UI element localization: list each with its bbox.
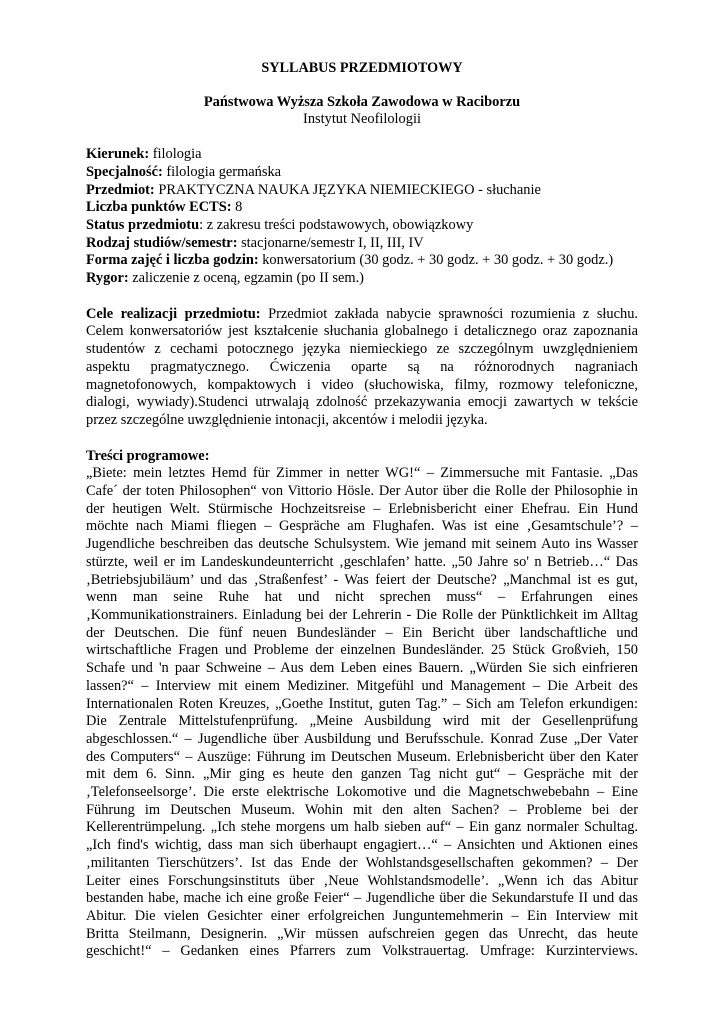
info-label: Specjalność:: [86, 163, 163, 180]
goals-section: [86, 306, 638, 430]
school-name: Państwowa Wyższa Szkoła Zawodowa w Raciborzu: [203, 93, 521, 110]
program-text: [86, 465, 638, 961]
info-value: PRAKTYCZNA NAUKA JĘZYKA NIEMIECKIEGO - słuchanie: [154, 181, 541, 198]
info-row: [86, 252, 638, 270]
program-line: bestanden habe, mache ich eine große Feier“ – Jugendliche über die Sekundarstufe II und das: [86, 890, 638, 907]
info-value: : z zakresu treści podstawowych, obowiązkowy: [199, 216, 474, 233]
program-line: Die Zentrale Mittelstufenprüfung. „Meine Ausbildung wird mit der Gesellenprüfung: [86, 713, 638, 730]
program-line: lassen?“ – Interview mit einem Mediziner. Mitgefühl und Management – Die Arbeit des: [86, 677, 638, 694]
program-line: abgeschlossen.“ – Jugendliche über Ausbildung und Berufsschule. Konrad Zuse „Der Vater: [86, 730, 638, 747]
info-label: Rygor:: [86, 270, 129, 287]
info-value: zaliczenie z oceną, egzamin (po II sem.): [128, 270, 364, 287]
info-label: Rodzaj studiów/semestr:: [86, 234, 238, 251]
goals-line: Cele realizacji przedmiotu: Przedmiot zakłada nabycie sprawności rozumienia z słuchu.: [86, 305, 638, 322]
goals-line: Celem konwersatoriów jest kształcenie słuchania globalnego i detalicznego oraz zapoznania: [86, 323, 638, 340]
program-line: Britta Steilmann, Designerin. „Wir müssen aufschreien gegen das Unrecht, das heute: [86, 925, 638, 942]
program-line: geschicht!“ – Gedanken eines Pfarrers zum Volkstrauertag. Umfrage: Kurzinterviews.: [86, 943, 638, 960]
program-line: der heutigen Welt. Stürmische Hochzeitsreise – Erlebnisbericht einer Ehefrau. Ein Hund: [86, 500, 638, 517]
program-line: der Deutschen. Die fünf neuen Bundesländer – Ein Bericht über landschaftliche und: [86, 624, 638, 641]
program-line: Führung im Deutschen Museum. Wohin mit den alten Sachen? – Probleme bei der: [86, 801, 638, 818]
program-line: Kellerentrümpelung. „Ich stehe morgens um halb sieben auf“ – Ein ganz normaler Schultag.: [86, 819, 638, 836]
info-value: 8: [231, 199, 243, 216]
program-section: [86, 448, 638, 961]
program-line: ‚Kommunikationstrainers. Einladung bei der Lehrerin - Die Rolle der Pünktlichkeit im Alltag: [86, 606, 638, 623]
info-value: filologia germańska: [162, 163, 282, 180]
goals-line: studentów z cechami potocznego języka niemieckiego ze szczególnym uwzględnieniem: [86, 341, 638, 358]
info-row: [86, 164, 638, 182]
program-line: Schafe und 'n paar Schweine – Aus dem Leben eines Bauern. „Würden Sie sich einfrieren: [86, 660, 638, 677]
info-value: filologia: [149, 146, 202, 163]
goals-heading: Cele realizacji przedmiotu:: [86, 305, 261, 322]
program-line: wirtschaftliche Fragen und Probleme der einzelnen Bundesländer. 25 Stück Großvieh, 150: [86, 642, 638, 659]
program-line: mit dem 6. Sinn. „Mir ging es heute den ganzen Tag nicht gut“ – Gespräche mit der: [86, 766, 638, 783]
program-heading: Treści programowe:: [86, 447, 210, 464]
goals-line: przez szczególne uwzględnienie intonacji, akcentów i melodii języka.: [86, 411, 488, 428]
document-title: SYLLABUS PRZEDMIOTOWY: [261, 60, 463, 76]
program-line: Jugendliche beschreiben das deutsche Schulsystem. Wie jemand mit seinem Auto ins Wasser: [86, 536, 638, 553]
goals-line: dialogi, wywiady).Studenci utrwalają zdolność przekazywania emocji zawartych w tekście: [86, 394, 638, 411]
program-line: des Computers“ – Auszüge: Führung im Deutschen Museum. Erlebnisbericht über den Kater: [86, 748, 638, 765]
program-line: Leiter eines Forschungsinstituts über ‚Neue Wohlstandsmodelle’. „Wenn ich das Abitur: [86, 872, 638, 889]
info-row: [86, 182, 638, 200]
info-row: [86, 146, 638, 164]
program-line: möchte nach Miami fliegen – Gespräche am Flughafen. Was ist eine ‚Gesamtschule’? –: [86, 518, 638, 535]
info-value: konwersatorium (30 godz. + 30 godz. + 30 godz. + 30 godz.): [258, 252, 614, 269]
program-line: Internationalen Roten Kreuzes, „Goethe Institut, guten Tag.” – Sich am Telefon erkundigen:: [86, 695, 638, 712]
info-label: Liczba punktów ECTS:: [86, 199, 232, 216]
program-line: „Biete: mein letztes Hemd für Zimmer in netter WG!“ – Zimmersuche mit Fantasie. „Das: [86, 465, 638, 482]
program-line: wenn man seine Ruhe hat und nicht sprechen muss“ – Erfahrungen eines: [86, 589, 638, 606]
program-line: ‚Telefonseelsorge’. Die erste elektrische Lokomotive und die Magnetschwebebahn – Eine: [86, 784, 638, 801]
goals-line: magnetofonowych, kompaktowych i video (słuchowiska, filmy, rozmowy telefoniczne,: [86, 376, 638, 393]
program-line: Abitur. Die vielen Gesichter einer erfolgreichen Junguntemehmerin – Ein Interview mit: [86, 907, 638, 924]
info-row: [86, 217, 638, 235]
info-section: [86, 146, 638, 288]
goals-line: aspektu pragmatycznego. Ćwiczenia oparte są na różnorodnych nagraniach: [86, 358, 638, 375]
program-line: ‚Betriebsjubiläum’ und das ‚Straßenfest’ - Was feiert der Deutsche? „Manchmal ist es gut,: [86, 571, 638, 588]
info-row: [86, 235, 638, 253]
program-line: „Ich find's wichtig, dass man sich überhaupt engagiert…“ – Ansichten und Aktionen eines: [86, 837, 638, 854]
institute-name: Instytut Neofilologii: [303, 111, 421, 128]
info-label: Kierunek:: [86, 146, 150, 163]
info-row: [86, 199, 638, 217]
info-label: Forma zajęć i liczba godzin:: [86, 252, 259, 269]
info-label: Przedmiot:: [86, 181, 155, 198]
program-line: Cafe´ der toten Philosophen“ von Vittorio Hösle. Der Autor über die Rolle der Philosophie in: [86, 483, 638, 500]
info-row: [86, 270, 638, 288]
program-line: ‚militanten Tierschützers’. Ist das Ende der Wohlstandsgesellschaften gekommen? – Der: [86, 854, 638, 871]
info-value: stacjonarne/semestr I, II, III, IV: [237, 234, 424, 251]
info-label: Status przedmiotu: [86, 216, 200, 233]
document-page: [86, 60, 638, 961]
program-line: stürzte, weil er im Landeskundeunterricht ‚geschlafen’ hatte. „50 Jahre so' n Betrieb…“ Das: [86, 553, 638, 570]
